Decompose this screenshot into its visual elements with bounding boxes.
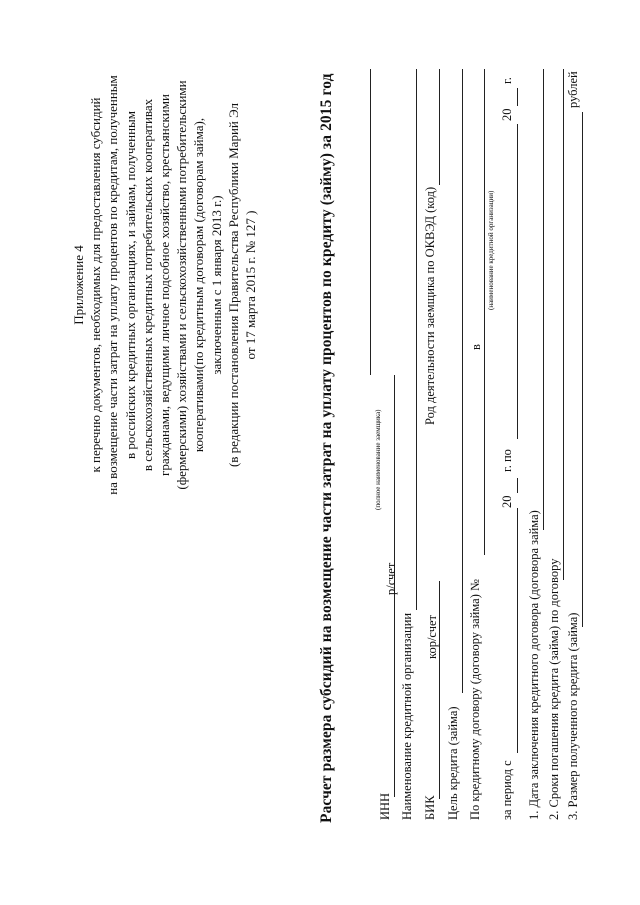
period-start-field-line[interactable] (517, 508, 518, 753)
bank-name-label: Наименование кредитной организации (400, 612, 414, 820)
document-title: Расчет размера субсидий на возмещение части затрат на уплату процентов по кредиту (займу) за 2015 год (318, 73, 335, 823)
period-to-label: г. по (500, 449, 514, 472)
period-start-year-line[interactable] (517, 478, 518, 493)
header-line: к перечню документов, необходимых для предоставления субсидий (88, 97, 104, 473)
period-end-year-line[interactable] (517, 88, 518, 106)
header-line: заключенным с 1 января 2013 г.) (208, 195, 224, 375)
header-line: кооперативами(по кредитным договорам (договорам займа), (191, 117, 207, 453)
period-year-mid: 20 (500, 495, 514, 508)
full-name-caption: (полное наименование заемщика) (374, 409, 382, 510)
rub-label: рублей (566, 71, 580, 108)
item-1-label: 1. Дата заключения кредитного договора (договора займа) (527, 510, 541, 820)
header-line: в сельскохозяйственных кредитных потребительских кооперативах (139, 98, 155, 472)
bik-label: БИК (423, 795, 437, 820)
header-line: на возмещение части затрат на уплату процентов по кредитам, полученным (105, 75, 121, 495)
header-line: в российских кредитных организациях, и займам, полученным (122, 110, 138, 460)
appendix-header (70, 65, 259, 505)
period-end-field-line[interactable] (517, 124, 518, 439)
period-g-label: г. (500, 77, 514, 84)
in-label: в (469, 344, 483, 350)
credit-org-caption: (наименование кредитной организации) (487, 190, 495, 310)
rs-label: р/счет (384, 562, 398, 595)
item-3-label: 3. Размер полученного кредита (займа) (566, 612, 580, 820)
appendix-title: Приложение 4 (71, 245, 86, 325)
purpose-label: Цель кредита (займа) (446, 706, 460, 820)
item-2-field-line[interactable] (563, 69, 564, 580)
ks-label: кор/счет (425, 614, 439, 659)
header-line: (в редакции постановления Правительства Республики Марий Эл (225, 102, 241, 468)
item-3-field-line[interactable] (582, 112, 583, 627)
okved-label: Род деятельности заемщика по ОКВЭД (код) (423, 186, 437, 425)
purpose-field-line[interactable] (462, 69, 463, 693)
item-1-field-line[interactable] (543, 69, 544, 530)
period-from-label: за период с (500, 760, 514, 820)
contract-label: По кредитному договору (договору займа) № (468, 579, 482, 820)
header-line: (фермерскими) хозяйствами и сельскохозяйственными потребительскими (174, 80, 190, 490)
inn-field-line-continued[interactable] (370, 69, 371, 375)
period-year-end: 20 (500, 108, 514, 121)
header-line: от 17 марта 2015 г. № 127 ) (243, 210, 259, 360)
okved-field-line[interactable] (439, 69, 440, 185)
bik-field-line[interactable] (439, 581, 440, 799)
item-2-label: 2. Сроки погашения кредита (займа) по договору (547, 558, 561, 820)
bank-name-field-line[interactable] (416, 69, 417, 610)
contract-field-line[interactable] (484, 69, 485, 555)
inn-label: ИНН (378, 792, 392, 820)
header-line: гражданами, ведущими личное подсобное хозяйство, крестьянскими (157, 94, 173, 476)
